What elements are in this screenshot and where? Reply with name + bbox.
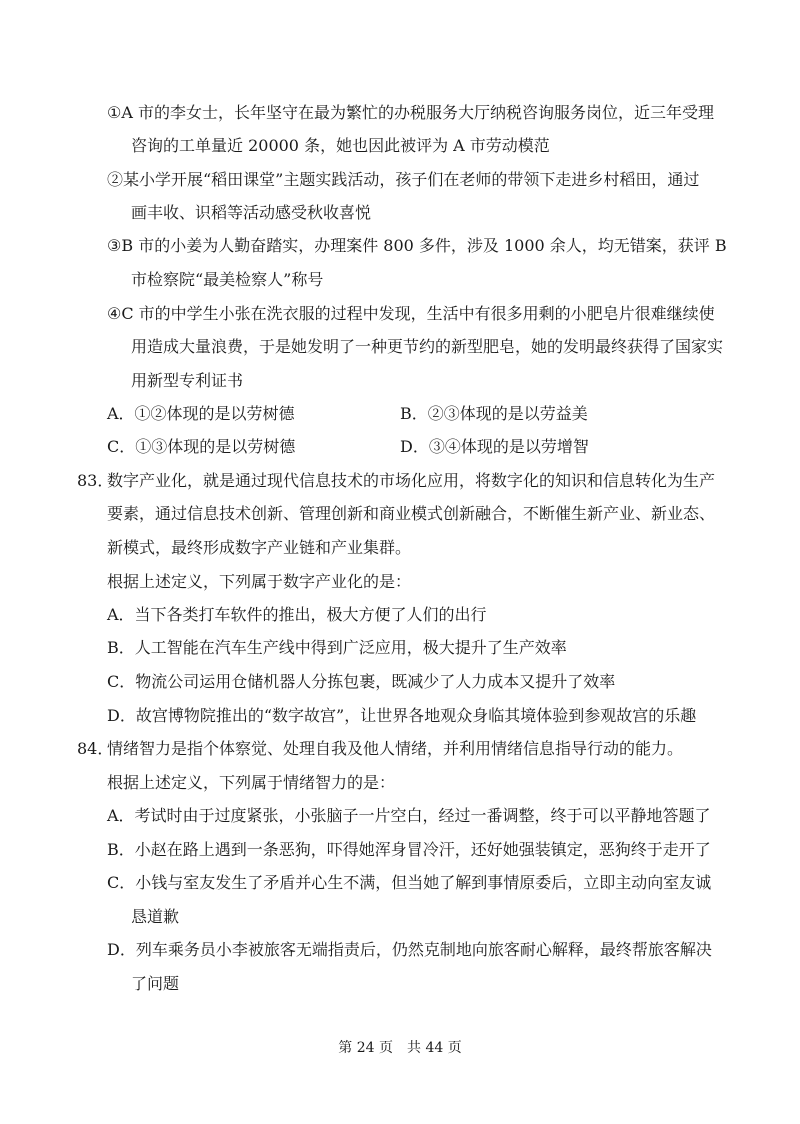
question-84-option-c-line-2: 恳道歉 [131, 907, 180, 926]
question-83-option-d: D．故宫博物院推出的“数字故宫”，让世界各地观众身临其境体验到参观故宫的乐趣 [107, 706, 697, 725]
question-83-number: 83． [77, 471, 114, 490]
statement-3-line-2: 市检察院“最美检察人”称号 [131, 270, 324, 289]
prev-option-d: D．③④体现的是以劳增智 [400, 437, 589, 456]
question-83-text-line-2: 要素，通过信息技术创新、管理创新和商业模式创新融合，不断催生新产业、新业态、 [107, 504, 716, 523]
statement-4-line-2: 用造成大量浪费，于是她发明了一种更节约的新型肥皂，她的发明最终获得了国家实 [131, 337, 724, 356]
question-84-option-a: A．考试时由于过度紧张，小张脑子一片空白，经过一番调整，终于可以平静地答题了 [107, 806, 711, 825]
page-number: 第 24 页 共 44 页 [338, 1040, 462, 1056]
question-83-prompt: 根据上述定义，下列属于数字产业化的是： [107, 572, 412, 591]
statement-1-line-2: 咨询的工单量近 20000 条，她也因此被评为 A 市劳动模范 [131, 136, 550, 155]
statement-1-line-1: ①A 市的李女士，长年坚守在最为繁忙的办税服务大厅纳税咨询服务岗位，近三年受理 [107, 103, 714, 122]
question-84-number: 84． [77, 739, 114, 758]
statement-3-line-1: ③B 市的小姜为人勤奋踏实，办理案件 800 多件，涉及 1000 余人，均无错案，获评 B [107, 236, 727, 255]
question-83-text-line-1: 数字产业化，就是通过现代信息技术的市场化应用，将数字化的知识和信息转化为生产 [107, 471, 716, 490]
question-84-option-d-line-2: 了问题 [131, 974, 180, 993]
question-84-option-c-line-1: C．小钱与室友发生了矛盾并心生不满，但当她了解到事情原委后，立即主动向室友诚 [107, 873, 712, 892]
statement-2-line-2: 画丰收、识稻等活动感受秋收喜悦 [131, 203, 372, 222]
question-83-option-a: A．当下各类打车软件的推出，极大方便了人们的出行 [107, 605, 487, 624]
question-84-text: 情绪智力是指个体察觉、处理自我及他人情绪，并利用情绪信息指导行动的能力。 [107, 739, 684, 758]
question-84-option-d-line-1: D．列车乘务员小李被旅客无端指责后，仍然克制地向旅客耐心解释，最终帮旅客解决 [107, 940, 712, 959]
statement-2-line-1: ②某小学开展“稻田课堂”主题实践活动，孩子们在老师的带领下走进乡村稻田，通过 [107, 170, 700, 189]
question-84-option-b: B．小赵在路上遇到一条恶狗，吓得她浑身冒冷汗，还好她强装镇定，恶狗终于走开了 [107, 840, 711, 859]
statement-4-line-1: ④C 市的中学生小张在洗衣服的过程中发现，生活中有很多用剩的小肥皂片很难继续使 [107, 304, 715, 323]
question-83-option-b: B．人工智能在汽车生产线中得到广泛应用，极大提升了生产效率 [107, 638, 567, 657]
prev-option-a: A．①②体现的是以劳树德 [107, 404, 295, 423]
statement-4-line-3: 用新型专利证书 [131, 371, 244, 390]
question-83-text-line-3: 新模式，最终形成数字产业链和产业集群。 [107, 538, 412, 557]
prev-option-b: B．②③体现的是以劳益美 [400, 404, 588, 423]
question-83-option-c: C．物流公司运用仓储机器人分拣包裹，既减少了人力成本又提升了效率 [107, 672, 616, 691]
question-84-prompt: 根据上述定义，下列属于情绪智力的是： [107, 773, 396, 792]
prev-option-c: C．①③体现的是以劳树德 [107, 437, 296, 456]
